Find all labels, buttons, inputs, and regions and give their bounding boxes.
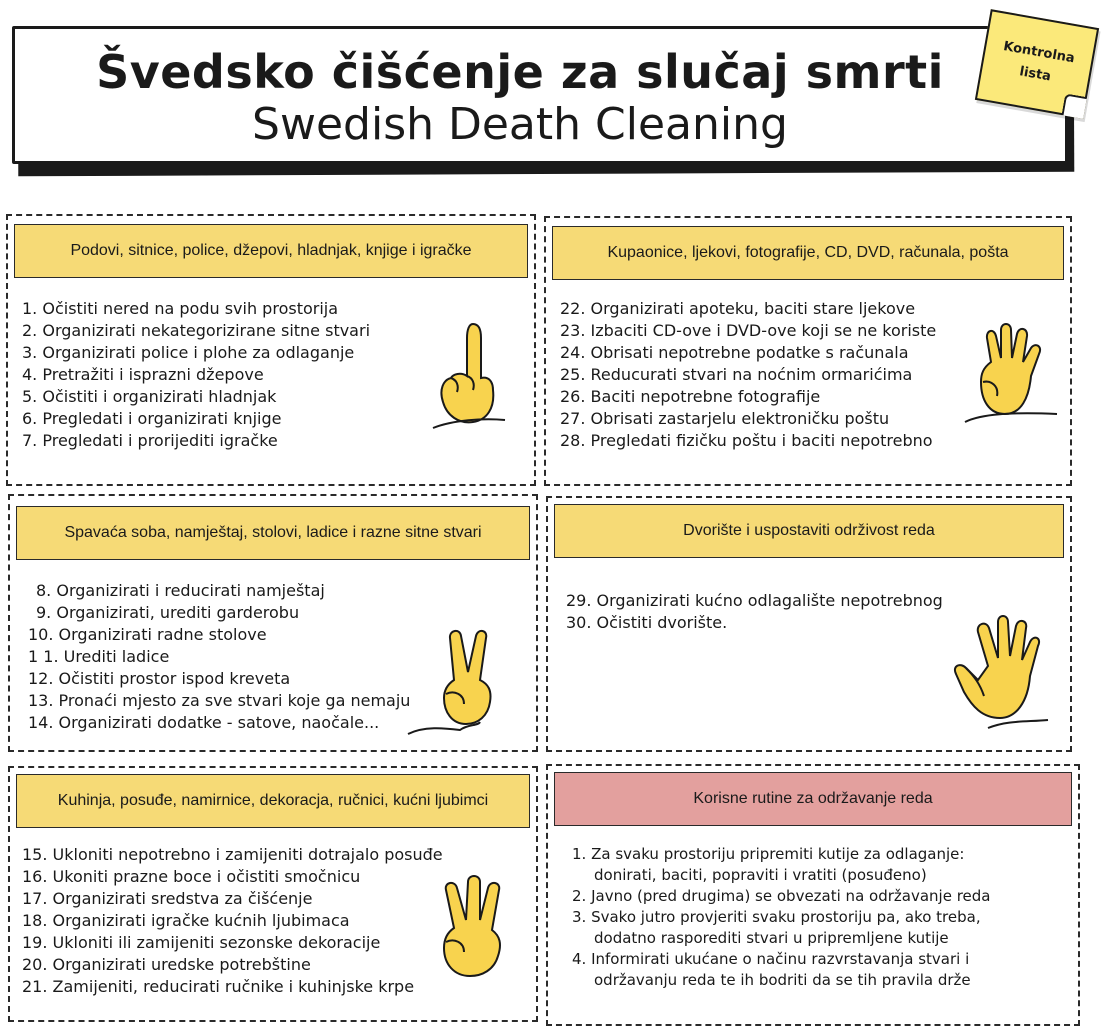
section-kitchen	[8, 766, 538, 1022]
sticky-note-line1: Kontrolna	[1002, 39, 1076, 67]
section-header: Kuhinja, posuđe, namirnice, dekoracja, ručnici, kućni ljubimci	[16, 774, 530, 828]
section-header: Dvorište i uspostaviti održivost reda	[554, 504, 1064, 558]
scribble-icon	[404, 718, 484, 742]
task-list	[28, 580, 410, 734]
list-item: 27. Obrisati zastarjelu elektroničku poštu	[560, 409, 890, 428]
one-finger-hand-icon	[423, 316, 513, 436]
list-item: 15. Ukloniti nepotrebno i zamijeniti dotrajalo posuđe	[22, 845, 443, 864]
list-item: održavanju reda te ih bodriti da se tih pravila drže	[594, 971, 971, 989]
list-item: 17. Organizirati sredstva za čišćenje	[22, 889, 313, 908]
list-item: 18. Organizirati igračke kućnih ljubimaca	[22, 911, 350, 930]
five-finger-hand-icon	[948, 608, 1058, 738]
four-finger-hand-icon	[961, 318, 1061, 428]
section-header: Spavaća soba, namještaj, stolovi, ladice i razne sitne stvari	[16, 506, 530, 560]
sticky-note-text	[981, 33, 1093, 95]
list-item: 29. Organizirati kućno odlagalište nepotrebnog	[566, 591, 943, 610]
list-item: 8. Organizirati i reducirati namještaj	[36, 581, 325, 600]
three-finger-hand-icon	[430, 868, 520, 988]
list-item: 13. Pronaći mjesto za sve stvari koje ga nemaju	[28, 691, 411, 710]
list-item: 16. Ukoniti prazne boce i očistiti smočnicu	[22, 867, 361, 886]
section-header: Kupaonice, ljekovi, fotografije, CD, DVD, računala, pošta	[552, 226, 1064, 280]
task-list	[572, 844, 1072, 991]
list-item: 1. Za svaku prostoriju pripremiti kutije za odlaganje:	[572, 845, 965, 863]
task-list	[560, 298, 936, 452]
list-item: 3. Organizirati police i plohe za odlaganje	[22, 343, 355, 362]
list-item: 26. Baciti nepotrebne fotografije	[560, 387, 821, 406]
list-item: 30. Očistiti dvorište.	[566, 613, 728, 632]
task-list	[22, 844, 443, 998]
section-header: Korisne rutine za održavanje reda	[554, 772, 1072, 826]
list-item: dodatno rasporediti stvari u pripremljene kutije	[594, 929, 949, 947]
list-item: 19. Ukloniti ili zamijeniti sezonske dekoracije	[22, 933, 381, 952]
section-floors	[6, 214, 536, 486]
sticky-note-line2: lista	[1018, 64, 1053, 85]
list-item: 4. Pretražiti i isprazni džepove	[22, 365, 264, 384]
list-item: 21. Zamijeniti, reducirati ručnike i kuhinjske krpe	[22, 977, 415, 996]
section-bathrooms	[544, 216, 1072, 486]
list-item: 9. Organizirati, urediti garderobu	[36, 603, 300, 622]
page-subtitle: Swedish Death Cleaning	[252, 99, 788, 150]
section-header: Podovi, sitnice, police, džepovi, hladnjak, knjige i igračke	[14, 224, 528, 278]
section-routines	[546, 764, 1080, 1026]
section-yard	[546, 496, 1072, 752]
list-item: 22. Organizirati apoteku, baciti stare ljekove	[560, 299, 916, 318]
list-item: donirati, baciti, popraviti i vratiti (posuđeno)	[594, 866, 927, 884]
list-item: 24. Obrisati nepotrebne podatke s računala	[560, 343, 909, 362]
list-item: 10. Organizirati radne stolove	[28, 625, 267, 644]
section-bedroom	[8, 494, 538, 752]
page-title: Švedsko čišćenje za slučaj smrti	[96, 45, 944, 99]
list-item: 3. Svako jutro provjeriti svaku prostoriju pa, ako treba,	[572, 908, 981, 926]
list-item: 25. Reducurati stvari na noćnim ormarićima	[560, 365, 913, 384]
list-item: 1. Očistiti nered na podu svih prostorija	[22, 299, 339, 318]
list-item: 14. Organizirati dodatke - satove, naočale...	[28, 713, 380, 732]
task-list	[566, 590, 943, 634]
task-list	[22, 298, 370, 452]
list-item: 2. Organizirati nekategorizirane sitne stvari	[22, 321, 371, 340]
list-item: 28. Pregledati fizičku poštu i baciti nepotrebno	[560, 431, 933, 450]
sticky-fold-icon	[1062, 93, 1087, 118]
list-item: 4. Informirati ukućane o načinu razvrstavanja stvari i	[572, 950, 970, 968]
title-box	[12, 26, 1068, 164]
list-item: 20. Organizirati uredske potrebštine	[22, 955, 311, 974]
list-item: 12. Očistiti prostor ispod kreveta	[28, 669, 291, 688]
list-item: 1 1. Urediti ladice	[28, 647, 170, 666]
list-item: 23. Izbaciti CD-ove i DVD-ove koji se ne koriste	[560, 321, 937, 340]
list-item: 5. Očistiti i organizirati hladnjak	[22, 387, 277, 406]
list-item: 2. Javno (pred drugima) se obvezati na održavanje reda	[572, 887, 991, 905]
list-item: 7. Pregledati i prorijediti igračke	[22, 431, 278, 450]
sticky-note	[975, 9, 1099, 119]
list-item: 6. Pregledati i organizirati knjige	[22, 409, 282, 428]
